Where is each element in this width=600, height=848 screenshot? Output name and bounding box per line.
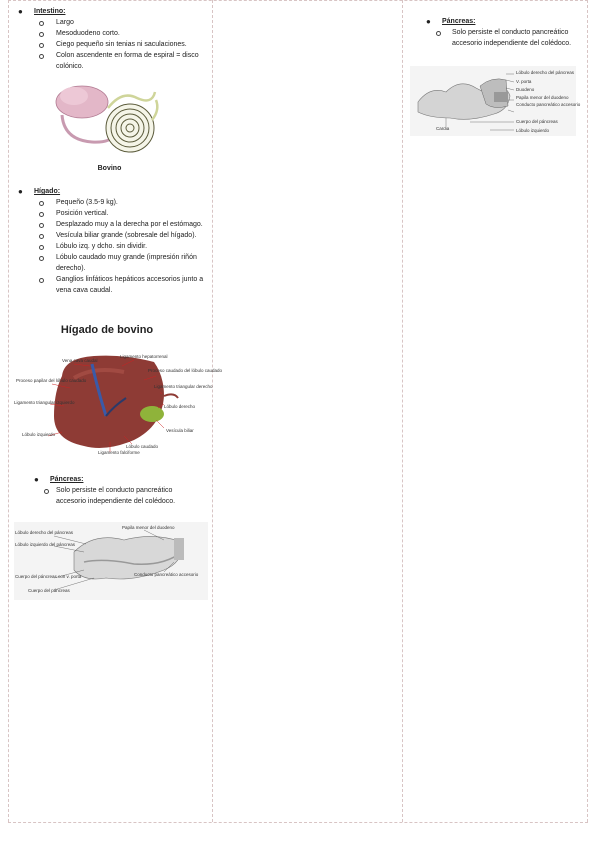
pancreas-label: Conducto pancreático accesorio <box>516 102 581 107</box>
list-item: Posición vertical. <box>56 208 206 219</box>
list-item: Ganglios linfáticos hepáticos accesorios junto a vena cava caudal. <box>56 274 206 296</box>
list-item: Ciego pequeño sin tenias ni saculaciones. <box>56 39 208 50</box>
liver-label: Ligamento hepatorrenal <box>120 354 168 359</box>
liver-label: Ligamento falciforme <box>98 450 140 455</box>
pancreas-label: Lóbulo derecho del páncreas <box>15 530 74 535</box>
intestine-figure <box>52 80 167 170</box>
liver-label: Lóbulo derecho <box>164 404 196 409</box>
pancreas-label: Papila menor del duodeno <box>516 95 569 100</box>
pancreas-label: Papila menor del duodeno <box>122 525 175 530</box>
list-item: Mesoduodeno corto. <box>56 28 208 39</box>
bottom-rule <box>8 822 588 823</box>
list-item: Largo <box>56 17 208 28</box>
list-item: Lóbulo izq. y dcho. sin dividir. <box>56 241 206 252</box>
list-item: Vesícula biliar grande (sobresale del hígado). <box>56 230 206 241</box>
section-title: Páncreas: <box>50 476 84 483</box>
item-list <box>34 17 208 72</box>
item-list <box>50 485 196 507</box>
bullet: ● <box>34 475 39 484</box>
pancreas-label: Conducto pancreático accesorio <box>134 572 199 577</box>
list-item: Solo persiste el conducto pancreático accesorio independiente del colédoco. <box>56 485 196 507</box>
bullet: ● <box>18 187 23 196</box>
liver-figure <box>14 324 223 458</box>
pancreas-label: Cuerpo del páncreas <box>28 588 70 593</box>
list-item: Colon ascendente en forma de espiral = disco colónico. <box>56 50 208 72</box>
pancreas-label: Cardia <box>436 126 450 131</box>
pancreas-label: Cuerpo del páncreas con v. porta <box>15 574 82 579</box>
liver-label: Proceso papilar del lóbulo caudado <box>16 378 87 383</box>
liver-label: Ligamento triangular izquierdo <box>14 400 75 405</box>
section-higado <box>18 186 208 296</box>
section-title: Páncreas: <box>442 18 476 25</box>
column-middle <box>213 0 403 822</box>
pancreas-label: Lóbulo izquierdo <box>516 128 550 133</box>
list-item: Desplazado muy a la derecha por el estómago. <box>56 219 206 230</box>
pancreas-label: Lóbulo derecho del páncreas <box>516 70 575 75</box>
section-pancreas-left <box>34 474 206 507</box>
section-title: Hígado: <box>34 188 61 195</box>
pancreas-figure-right <box>410 66 581 136</box>
pancreas-label: Duodeno <box>516 87 535 92</box>
section-pancreas-right <box>426 16 586 49</box>
liver-label: Ligamento triangular derecho <box>154 384 213 389</box>
list-item: Solo persiste el conducto pancreático accesorio independiente del colédoco. <box>452 27 584 49</box>
liver-illustration <box>14 336 223 456</box>
bullet: ● <box>426 17 431 26</box>
bullet: ● <box>18 7 23 16</box>
list-item: Lóbulo caudado muy grande (impresión riñón derecho). <box>56 252 206 274</box>
item-list <box>34 197 206 296</box>
figure-caption: Bovino <box>97 165 122 172</box>
liver-label: Proceso caudado del lóbulo caudado <box>148 368 223 373</box>
pancreas-label: V. porta <box>516 79 532 84</box>
figure-title: Hígado de bovino <box>60 324 154 336</box>
pancreas-label: Cuerpo del páncreas <box>516 119 558 124</box>
section-title: Intestino: <box>34 8 66 15</box>
pancreas-figure-left <box>14 522 208 600</box>
liver-label: Lóbulo caudado <box>126 444 159 449</box>
pancreas-illustration <box>410 66 581 136</box>
pancreas-label: Lóbulo izquierdo del páncreas <box>15 542 76 547</box>
liver-label: Vesícula biliar <box>166 428 194 433</box>
liver-label: Lóbulo izquierdo <box>22 432 56 437</box>
item-list <box>442 27 584 49</box>
pancreas-illustration <box>14 522 208 600</box>
intestine-illustration <box>52 80 167 160</box>
section-intestino <box>18 6 208 72</box>
list-item: Pequeño (3.5-9 kg). <box>56 197 206 208</box>
liver-label: Vena cava caudal <box>62 358 98 363</box>
